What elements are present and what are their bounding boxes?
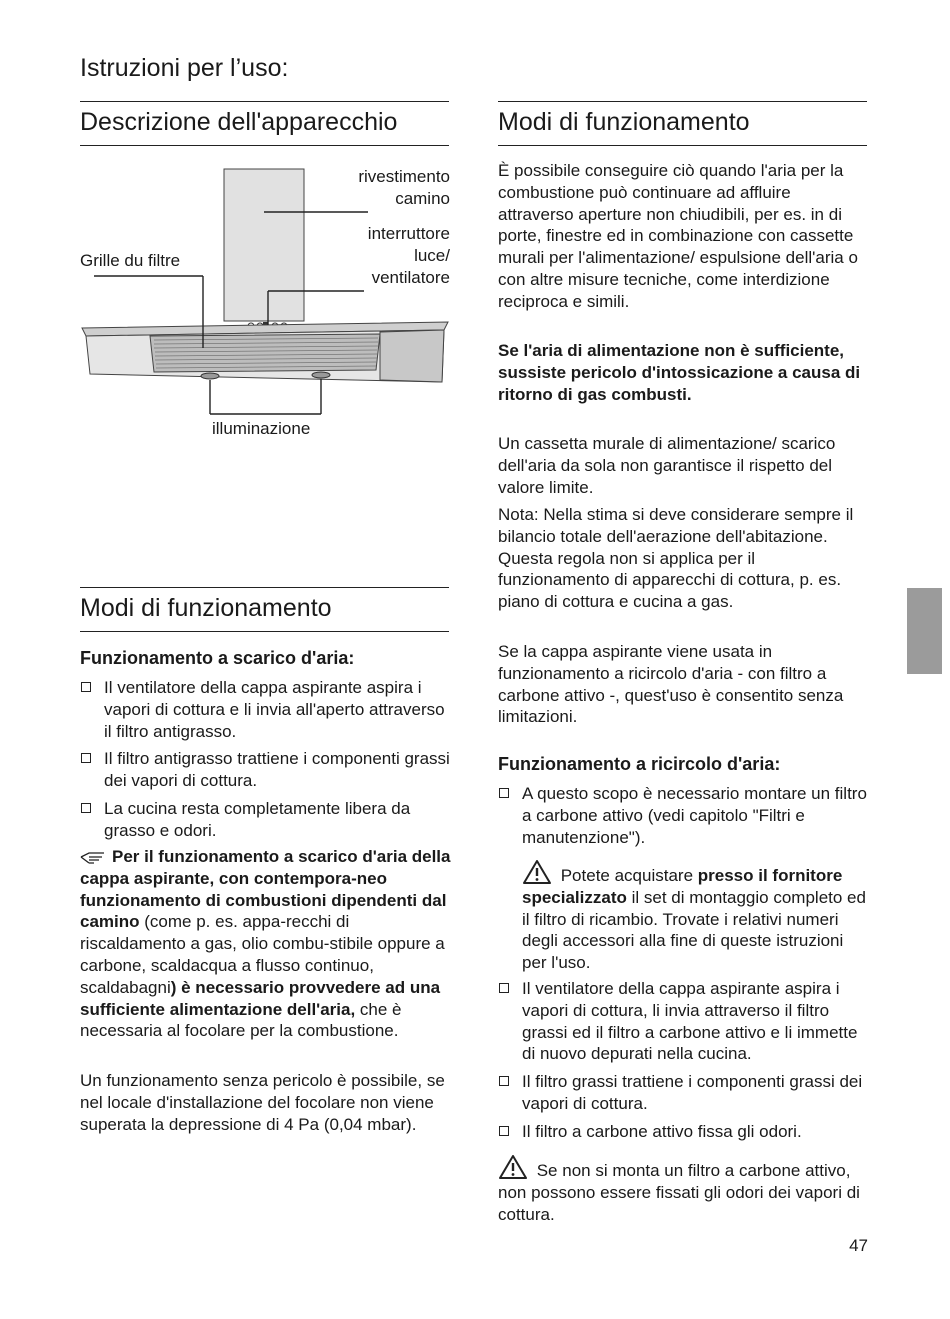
checkbox-bullet-icon (499, 788, 509, 798)
danger-warning: Se l'aria di alimentazione non è sufficiente, sussiste pericolo d'intossicazione a causa di ritorno di gas combusti. (498, 341, 861, 404)
intro-paragraph: È possibile conseguire ciò quando l'aria per la combustione può continuare ad affluire attraverso aperture non chiudibili, per es. in di porte, finestre ed in combinazione con cassette murali per l'alimentazione/ espulsione dell'aria o con altre misure tecniche, come interdizione reciproca e simili. (498, 161, 858, 311)
list-item: Il filtro a carbone attivo fissa gli odori. (498, 1121, 870, 1143)
recirculation-mode-title: Funzionamento a ricircolo d'aria: (498, 754, 781, 774)
exhaust-bullet-list (80, 677, 452, 848)
purchase-warning: Potete acquistare presso il fornitore specializzato il set di montaggio completo ed il filtro di ricambio. Trovate i relativi numeri degli accessori alla fine di queste istruzioni per l'uso. (522, 859, 870, 974)
list-item: Il ventilatore della cappa aspirante aspira i vapori di cottura e li invia all'aperto attraverso il filtro antigrasso. (80, 677, 452, 742)
pointing-hand-icon (80, 850, 106, 864)
device-section-title: Descrizione dell'apparecchio (80, 108, 398, 136)
recirculation-permission-paragraph: Se la cappa aspirante viene usata in funzionamento a ricircolo d'aria - con filtro a carbone attivo -, quest'uso è consentito senza limitazioni. (498, 642, 844, 727)
combustion-note: Per il funzionamento a scarico d'aria della cappa aspirante, con contempora-neo funzionamento di combustioni dipendenti dal camino (come p. es. appa-recchi di riscaldamento a gas, olio combu-stibile oppure a carbone, scaldacqua a flusso continuo, scaldabagni) è necessario provvedere ad una sufficiente alimentazione dell'aria, che è necessaria al focolare per la combustione. (80, 847, 451, 1041)
list-item: A questo scopo è necessario montare un filtro a carbone attivo (vedi capitolo "Filtri e manutenzione"). (498, 783, 870, 848)
safe-operation-text: Un funzionamento senza pericolo è possibile, se nel locale d'installazione del focolare non viene superata la depressione di 4 Pa (0,04 mbar). (80, 1071, 445, 1134)
label-light-fan-switch: interruttore luce/ ventilatore (367, 224, 450, 287)
divider (498, 145, 867, 146)
label-lighting: illuminazione (212, 419, 311, 438)
checkbox-bullet-icon (499, 1126, 509, 1136)
checkbox-bullet-icon (81, 803, 91, 813)
divider (80, 631, 449, 632)
list-item: La cucina resta completamente libera da grasso e odori. (80, 798, 452, 842)
divider (80, 145, 449, 146)
divider (80, 101, 449, 102)
modes-section-title-left: Modi di funzionamento (80, 594, 332, 622)
list-item: Il filtro grassi trattiene i componenti grassi dei vapori di cottura. (498, 1071, 870, 1115)
odor-warning: Se non si monta un filtro a carbone attivo, non possono essere fissati gli odori dei vapori di cottura. (498, 1154, 870, 1225)
divider (498, 101, 867, 102)
label-filter-grille: Grille du filtre (80, 251, 181, 270)
checkbox-bullet-icon (499, 983, 509, 993)
list-item: Il filtro antigrasso trattiene i componenti grassi dei vapori di cottura. (80, 748, 452, 792)
warning-triangle-icon (498, 1154, 528, 1180)
page-header: Istruzioni per l’uso: (80, 54, 289, 82)
checkbox-bullet-icon (499, 1076, 509, 1086)
recirculation-bullet-list (498, 978, 870, 1149)
label-chimney-casing: rivestimento camino (358, 167, 450, 208)
divider (80, 587, 449, 588)
list-item: Il ventilatore della cappa aspirante aspira i vapori di cottura, li invia attraverso il filtro grassi ed il filtro a carbone attivo e li immette di nuovo depurati nella cucina. (498, 978, 870, 1065)
wall-box-paragraph: Un cassetta murale di alimentazione/ scarico dell'aria da sola non garantisce il rispetto del valore limite. (498, 434, 836, 497)
recirculation-bullet-1 (498, 783, 870, 854)
note-paragraph: Nota: Nella stima si deve considerare sempre il bilancio totale dell'aerazione dell'abitazione. Questa regola non si applica per il funzionamento di apparecchi di cottura, p. es. piano di cottura e cucina a gas. (498, 505, 854, 612)
section-tab-marker (907, 588, 942, 674)
checkbox-bullet-icon (81, 682, 91, 692)
exhaust-mode-title: Funzionamento a scarico d'aria: (80, 648, 355, 668)
page-number: 47 (849, 1236, 868, 1255)
warning-triangle-icon (522, 859, 552, 885)
checkbox-bullet-icon (81, 753, 91, 763)
modes-section-title-right: Modi di funzionamento (498, 108, 750, 136)
